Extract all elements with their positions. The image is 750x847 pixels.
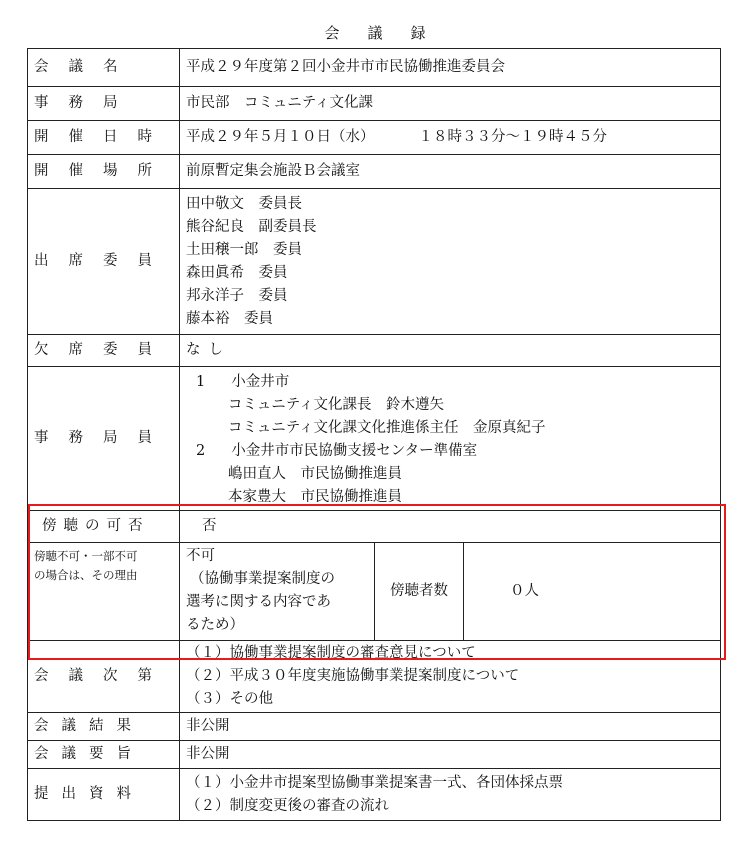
- label-attendees: 出席委員: [28, 189, 180, 335]
- value-venue: 前原暫定集会施設Ｂ会議室: [180, 155, 721, 189]
- label-staff: 事務局員: [28, 367, 180, 511]
- label-datetime: 開催日時: [28, 121, 180, 155]
- row-observation: [28, 511, 721, 543]
- label-absentees: 欠席委員: [28, 335, 180, 367]
- label-secretariat: 事務局: [28, 87, 180, 121]
- row-staff: [28, 367, 721, 511]
- label-summary: 会議要旨: [28, 741, 180, 769]
- material-item: （２）制度変更後の審査の流れ: [186, 797, 389, 814]
- attendee-item: 田中敬文 委員長: [186, 195, 302, 212]
- label-venue: 開催場所: [28, 155, 180, 189]
- value-secretariat: 市民部 コミュニティ文化課: [180, 87, 721, 121]
- observation-reason-line: 選考に関する内容であ: [186, 594, 331, 610]
- row-venue: [28, 155, 721, 189]
- row-secretariat: [28, 87, 721, 121]
- staff-group-2-name: 小金井市市民協働支援センター準備室: [231, 443, 478, 459]
- value-observation: 否: [180, 511, 721, 543]
- row-datetime: [28, 121, 721, 155]
- attendee-item: 土田穣一郎 委員: [186, 241, 302, 258]
- attendee-item: 邦永洋子 委員: [186, 287, 288, 304]
- staff-group-1-name: 小金井市: [231, 374, 290, 390]
- staff-group-1: [186, 371, 714, 394]
- row-result: [28, 713, 721, 741]
- label-observation-reason: [28, 543, 180, 641]
- value-summary: 非公開: [180, 741, 721, 769]
- label-materials: 提出資料: [28, 769, 180, 821]
- row-absentees: [28, 335, 721, 367]
- value-observer-count: ０人: [464, 543, 721, 641]
- observation-decision: 不可: [186, 548, 215, 564]
- attendee-item: 森田眞希 委員: [186, 264, 288, 281]
- staff-group-1-number: 1: [196, 374, 206, 390]
- document-title: 会議録: [324, 24, 454, 42]
- staff-member: 本家豊大 市民協働推進員: [228, 489, 402, 505]
- value-attendees: [180, 189, 721, 335]
- staff-group-2: [186, 440, 714, 463]
- row-observation-reason: [28, 543, 721, 641]
- staff-group-2-number: 2: [196, 443, 206, 459]
- label-observation: 傍聴の可否: [28, 511, 180, 543]
- row-materials: [28, 769, 721, 821]
- agenda-item: （１）協働事業提案制度の審査意見について: [186, 645, 476, 661]
- meeting-date: 平成２９年５月１０日（水）: [186, 129, 375, 145]
- agenda-item: （３）その他: [186, 691, 273, 707]
- value-materials: [180, 769, 721, 821]
- value-staff: [180, 367, 721, 511]
- label-observation-reason-line1: 傍聴不可・一部不可: [34, 549, 138, 563]
- agenda-item: （２）平成３０年度実施協働事業提案制度について: [186, 668, 520, 684]
- label-result: 会議結果: [28, 713, 180, 741]
- value-meeting-name: 平成２９年度第２回小金井市市民協働推進委員会: [180, 49, 721, 87]
- value-result: 非公開: [180, 713, 721, 741]
- row-meeting-name: [28, 49, 721, 87]
- value-observation-reason: [180, 543, 375, 641]
- meeting-time: １８時３３分～１９時４５分: [418, 129, 607, 145]
- label-observation-reason-line2: の場合は、その理由: [34, 568, 138, 582]
- value-agenda: [180, 641, 721, 713]
- row-agenda: [28, 641, 721, 713]
- observation-reason-line: （協働事業提案制度の: [190, 571, 335, 587]
- attendee-item: 熊谷紀良 副委員長: [186, 218, 317, 235]
- label-meeting-name: 会議名: [28, 49, 180, 87]
- attendee-item: 藤本裕 委員: [186, 310, 273, 327]
- observation-reason-line: るため）: [186, 617, 244, 633]
- staff-member: 嶋田直人 市民協働推進員: [228, 466, 402, 482]
- row-summary: [28, 741, 721, 769]
- row-attendees: [28, 189, 721, 335]
- material-item: （１）小金井市提案型協働事業提案書一式、各団体採点票: [186, 774, 563, 791]
- staff-member: コミュニティ文化課文化推進係主任 金原真紀子: [228, 420, 546, 436]
- minutes-table: [27, 48, 721, 821]
- label-observer-count: 傍聴者数: [375, 543, 464, 641]
- value-absentees: なし: [180, 335, 721, 367]
- value-datetime: [180, 121, 721, 155]
- label-agenda: 会議次第: [28, 641, 180, 713]
- staff-member: コミュニティ文化課長 鈴木遵矢: [228, 397, 445, 413]
